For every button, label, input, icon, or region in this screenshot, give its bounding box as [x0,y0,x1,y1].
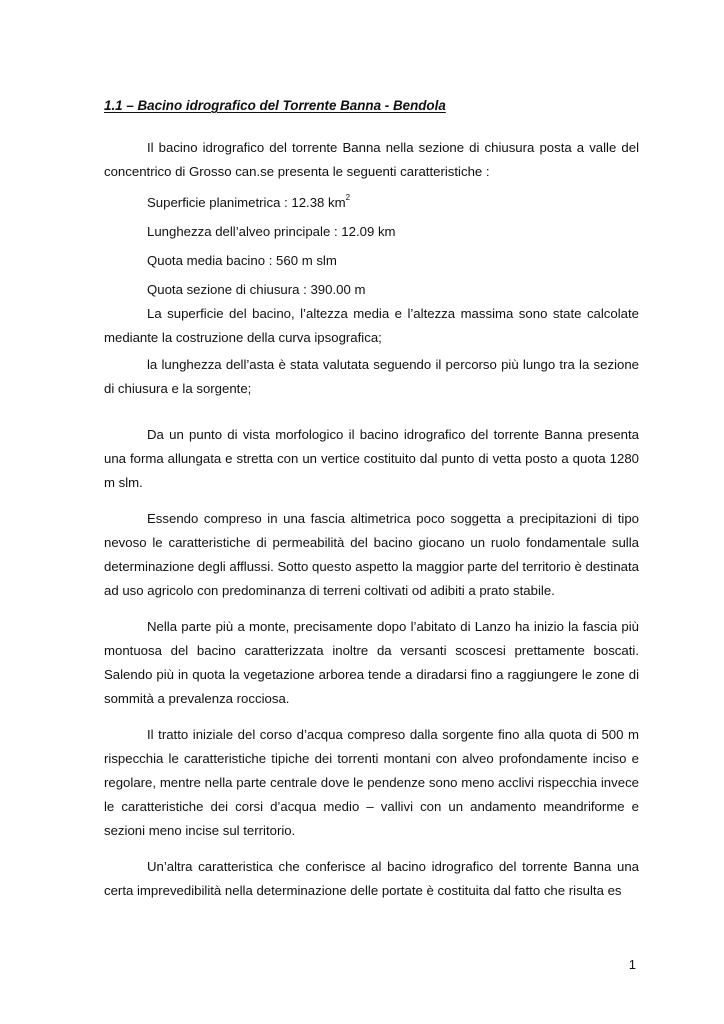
paragraph-spacer [104,843,639,855]
section-altitude-item: Quota sezione di chiusura : 390.00 m [147,282,366,297]
paragraph-spacer [104,603,639,615]
paragraph-spacer [104,184,639,191]
paragraph-watercourse: Il tratto iniziale del corso d’acqua compreso dalla sorgente fino alla quota di 500 m rispecchia le caratteristiche tipiche dei torrenti montani con alveo profondamente inciso e regolare, mentre nella parte centrale dove le pendenze sono meno acclivi rispecchia invece le caratteristiche dei corsi d’acqua medio – vallivi con un andamento meandriforme e sezioni meno incise sul territorio. [104,727,639,838]
paragraph-spacer [104,401,639,423]
mean-altitude-item: Quota media bacino : 560 m slm [147,253,337,268]
paragraph-spacer [104,495,639,507]
surface-text: Superficie planimetrica : 12.38 km [147,195,346,210]
surface-item [104,191,639,215]
surface-superscript: 2 [345,192,351,202]
paragraph-unpredictability: Un’altra caratteristica che conferisce al bacino idrografico del torrente Banna una certa imprevedibilità nella determinazione delle portate è costituita dal fatto che risulta es [104,859,639,898]
paragraph-spacer [104,711,639,723]
paragraph-permeability: Essendo compreso in una fascia altimetrica poco soggetta a precipitazioni di tipo nevoso le caratteristiche di permeabilità del bacino giocano un ruolo fondamentale sulla determinazione degli afflussi. Sotto questo aspetto la maggior parte del territorio è destinata ad uso agricolo con predominanza di terreni coltivati od adibiti a prato stabile. [104,511,639,598]
section-heading: 1.1 – Bacino idrografico del Torrente Banna - Bendola [104,98,446,113]
length-item: Lunghezza dell’alveo principale : 12.09 km [147,224,396,239]
page-number: 1 [628,957,636,972]
paragraph-upper-basin: Nella parte più a monte, precisamente dopo l’abitato di Lanzo ha inizio la fascia più montuosa del bacino caratterizzata inoltre da versanti scoscesi prettamente boscati. Salendo più in quota la vegetazione arborea tende a diradarsi fino a raggiungere le zone di sommità a prevalenza rocciosa. [104,619,639,706]
paragraph-surface-method: La superficie del bacino, l’altezza media e l’altezza massima sono state calcolate mediante la costruzione della curva ipsografica; [104,306,639,345]
paragraph-length-method: la lunghezza dell’asta è stata valutata seguendo il percorso più lungo tra la sezione di chiusura e la sorgente; [104,357,639,396]
paragraph-morphology: Da un punto di vista morfologico il bacino idrografico del torrente Banna presenta una forma allungata e stretta con un vertice costituito dal punto di vetta posto a quota 1280 m slm. [104,427,639,490]
intro-paragraph: Il bacino idrografico del torrente Banna nella sezione di chiusura posta a valle del concentrico di Grosso can.se presenta le seguenti caratteristiche : [104,140,639,179]
document-body [104,136,639,903]
